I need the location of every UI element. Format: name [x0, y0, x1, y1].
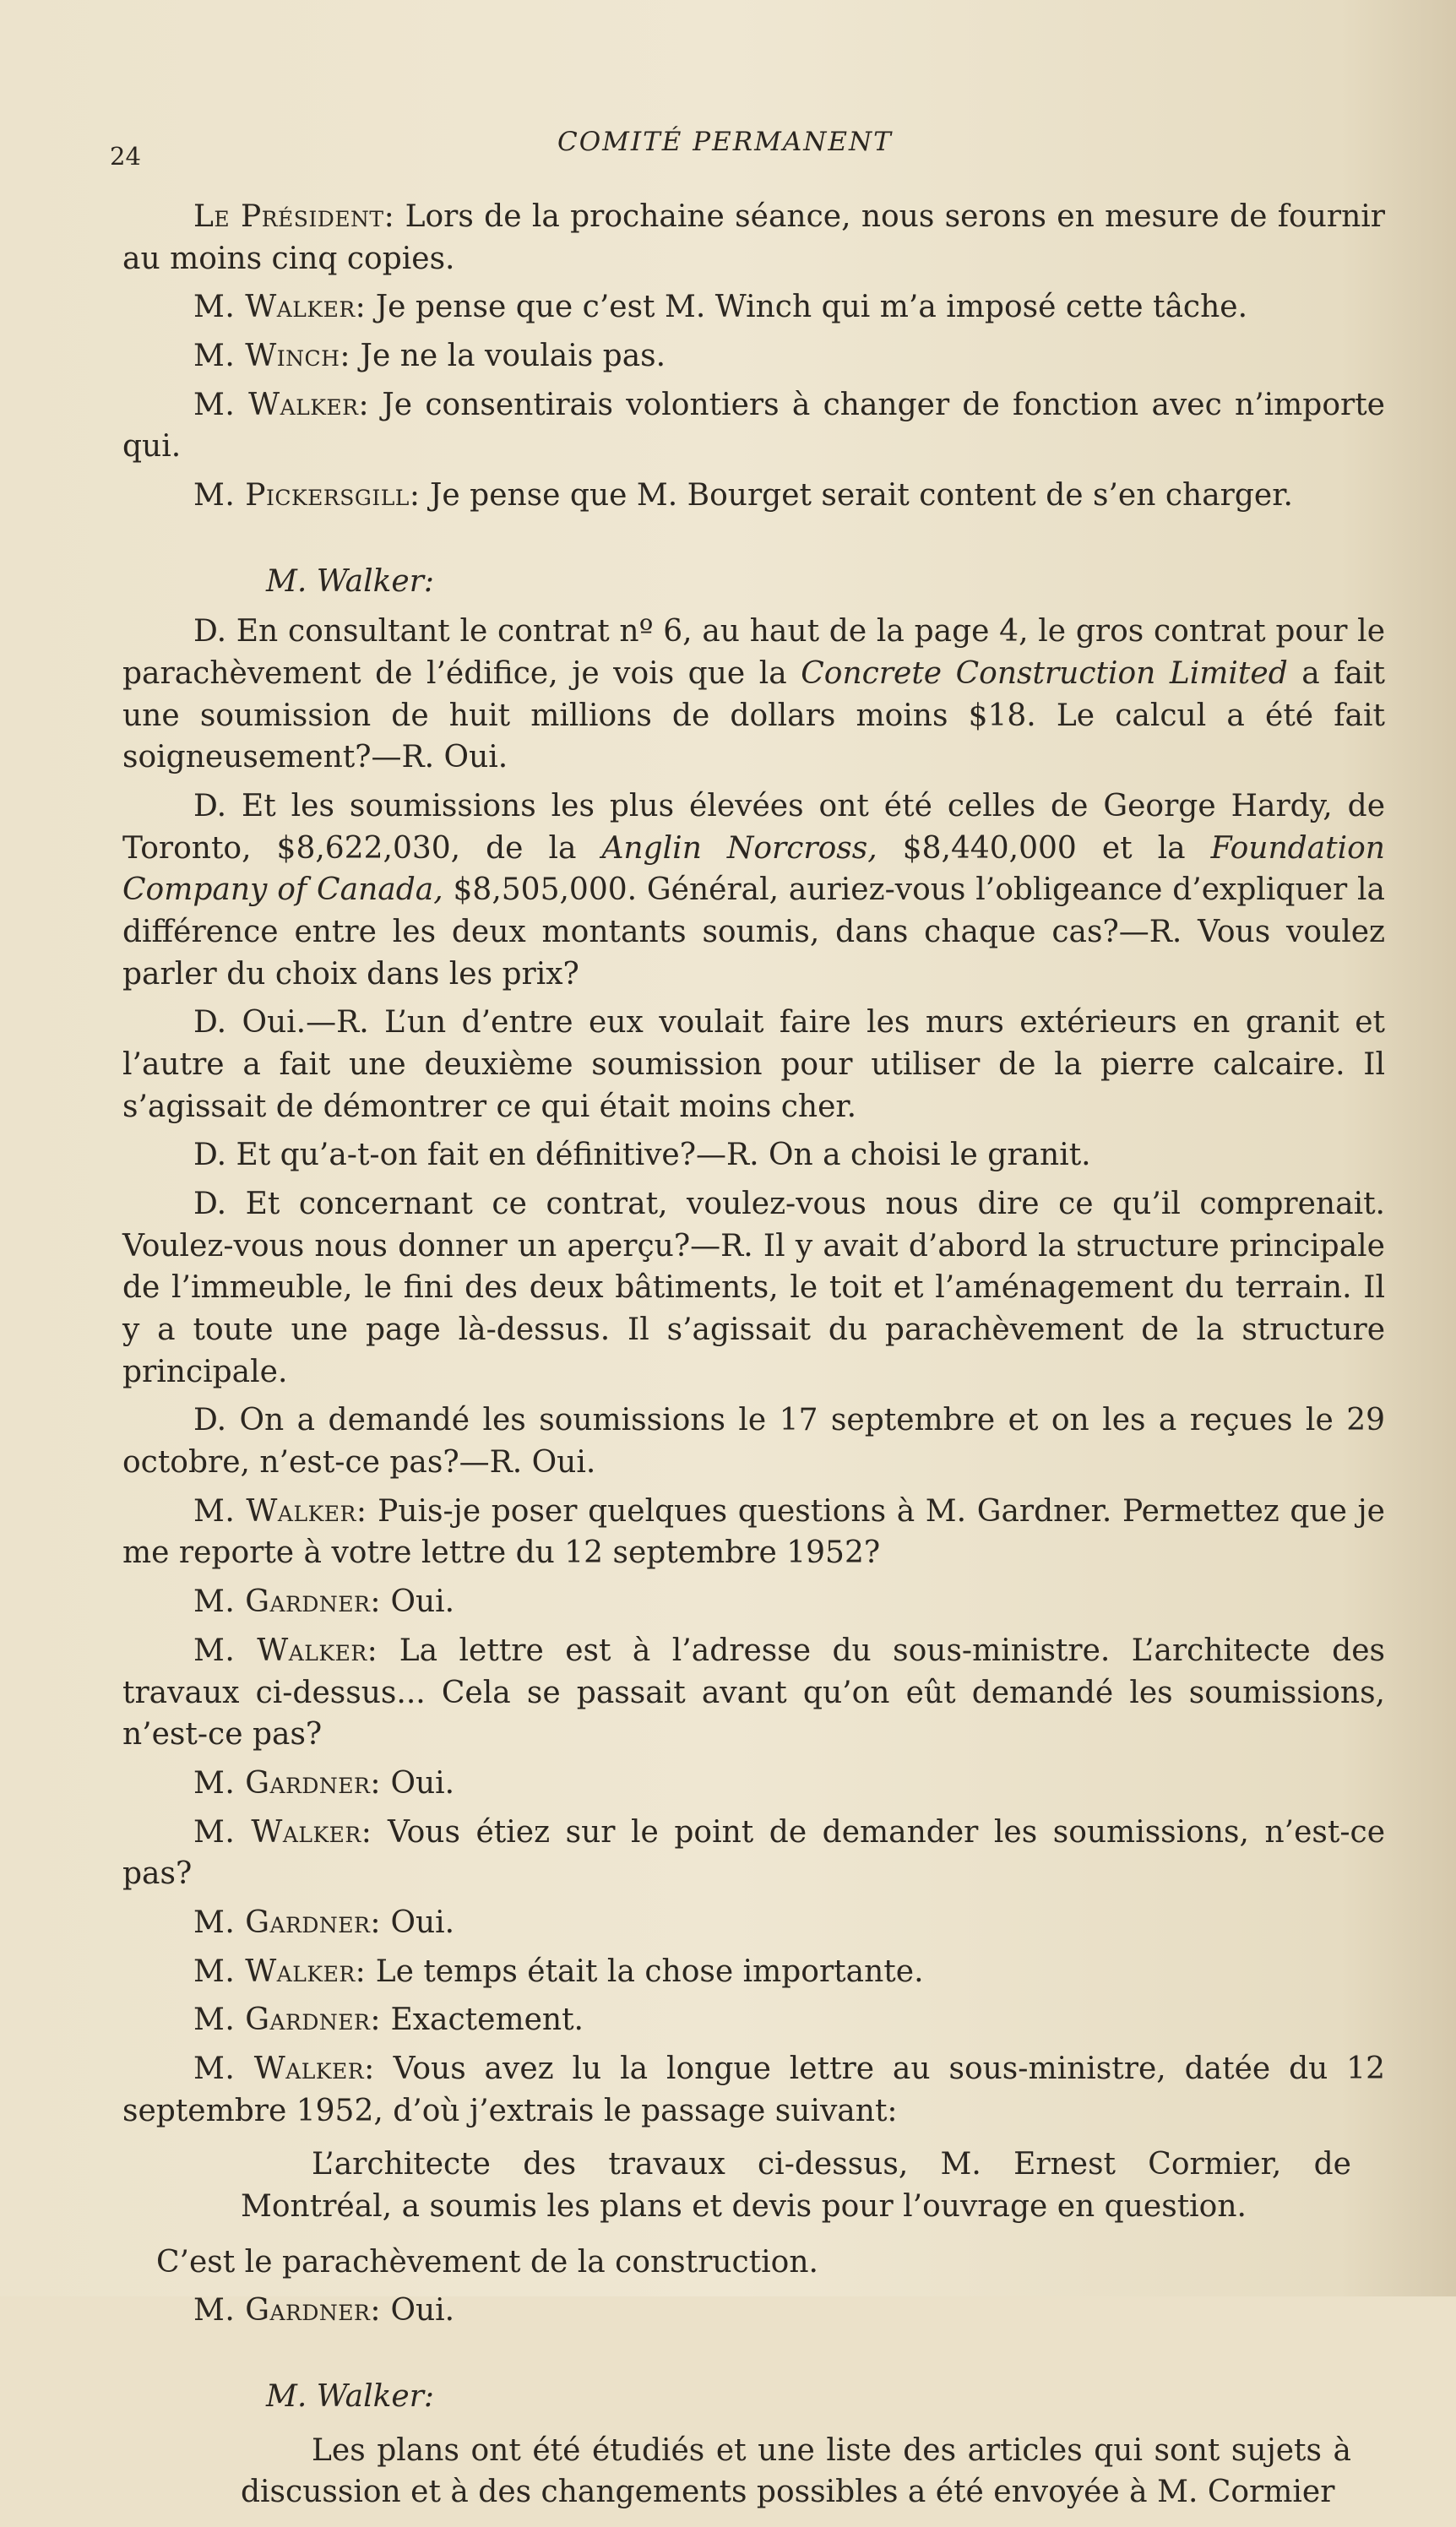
- page-number: 24: [110, 142, 141, 171]
- speaker-label: M. Pickersgill:: [193, 478, 421, 514]
- paragraph: [122, 2048, 1385, 2132]
- paragraph-text: Je consentirais volontiers à changer de fonction avec n’importe qui.: [122, 387, 1385, 465]
- qa-section-heading: M. Walker:: [266, 563, 435, 599]
- paragraph: [122, 1812, 1385, 1895]
- speaker-label: M. Gardner:: [193, 1584, 382, 1620]
- paragraph-text: Vous étiez sur le point de demander les soumissions, n’est-ce pas?: [122, 1814, 1385, 1892]
- page-header: [110, 127, 1372, 169]
- paragraph-text: D. En consultant le contrat nº 6, au haut de la page 4, le gros contrat pour le parachèvement de l’édifice, je vois que la: [122, 614, 1385, 692]
- paragraph-text: D. Et les soumissions les plus élevées ont été celles de George Hardy, de Toronto, $8,622,030, de la: [122, 789, 1385, 866]
- speaker-label: M. Walker:: [193, 2051, 375, 2086]
- paragraph: [122, 1999, 1385, 2041]
- paragraph-text: Oui.: [390, 1584, 455, 1620]
- company-name: Anglin Norcross,: [601, 830, 877, 866]
- question-answer: D. Et concernant ce contrat, voulez-vous nous dire ce qu’il comprenait. Voulez-vous nous donner un aperçu?—R. Il y avait d’abord la structure principale de l’immeuble, le fini des deux bâtiments, le toit et l’aménagement du terrain. Il y a toute une page là-dessus. Il s’agissait du parachèvement de la structure principale.: [122, 1187, 1385, 1389]
- paragraph-text: Je pense que c’est M. Winch qui m’a imposé cette tâche.: [375, 290, 1248, 325]
- speaker-label: M. Gardner:: [193, 2003, 382, 2038]
- paragraph: C’est le parachèvement de la construction.: [156, 2244, 818, 2280]
- paragraph: [122, 1951, 1385, 1993]
- paragraph-text: Exactement.: [390, 2003, 584, 2038]
- running-title: COMITÉ PERMANENT: [557, 127, 893, 157]
- question-answer: D. Oui.—R. L’un d’entre eux voulait faire les murs extérieurs en granit et l’autre a fait une deuxième soumission pour utiliser de la pierre calcaire. Il s’agissait de démontrer ce qui était moins cher.: [122, 1005, 1385, 1124]
- paragraph-text: Lors de la prochaine séance, nous serons en mesure de fournir au moins cinq copies.: [122, 199, 1386, 276]
- qa-section-heading: M. Walker:: [266, 2378, 435, 2414]
- paragraph: [122, 384, 1385, 468]
- paragraph: [122, 1630, 1385, 1756]
- speaker-label: M. Walker:: [193, 387, 370, 422]
- speaker-label: M. Walker:: [193, 1954, 367, 1989]
- paragraph: [122, 286, 1385, 329]
- paragraph-text: Le temps était la chose importante.: [375, 1954, 924, 1989]
- block-quote: Les plans ont été étudiés et une liste des articles qui sont sujets à discussion et à des changements possibles a été envoyée à M. Cormier: [241, 2432, 1351, 2510]
- speaker-label: M. Winch:: [193, 339, 351, 374]
- question-answer: D. Et qu’a-t-on fait en définitive?—R. On a choisi le granit.: [193, 1138, 1091, 1173]
- speaker-label: M. Walker:: [193, 1493, 367, 1529]
- paragraph: [122, 1763, 1385, 1805]
- company-name: Concrete Construction Limited: [801, 656, 1288, 692]
- paragraph: [122, 1902, 1385, 1944]
- paragraph-text: Je pense que M. Bourget serait content de s’en charger.: [429, 478, 1293, 514]
- paragraph-text: $8,440,000 et la: [877, 830, 1211, 866]
- paragraph-text: Puis-je poser quelques questions à M. Gardner. Permettez que je me reporte à votre lettre du 12 septembre 1952?: [122, 1493, 1385, 1571]
- speaker-label: M. Walker:: [193, 1633, 378, 1668]
- paragraph-text: Oui.: [390, 1905, 455, 1940]
- speaker-label: Le Président:: [193, 199, 395, 234]
- page-body: [122, 196, 1385, 2527]
- company-name: Foundation Company of Canada,: [122, 830, 1385, 908]
- speaker-label: M. Gardner:: [193, 2293, 382, 2329]
- paragraph-text: Je ne la voulais pas.: [360, 339, 666, 374]
- paragraph: [122, 196, 1385, 280]
- paragraph-text: Oui.: [390, 1765, 455, 1801]
- paragraph: [122, 1581, 1385, 1623]
- speaker-label: M. Walker:: [193, 290, 367, 325]
- question-answer: [122, 611, 1385, 779]
- block-quote: L’architecte des travaux ci-dessus, M. Ernest Cormier, de Montréal, a soumis les plans et devis pour l’ouvrage en question.: [241, 2147, 1351, 2224]
- paragraph-text: a fait une soumission de huit millions de dollars moins $18. Le calcul a été fait soigneusement?—R. Oui.: [122, 656, 1386, 775]
- question-answer: [122, 785, 1385, 995]
- paragraph: [122, 335, 1385, 378]
- question-answer: D. On a demandé les soumissions le 17 septembre et on les a reçues le 29 octobre, n’est-ce pas?—R. Oui.: [122, 1403, 1385, 1481]
- paragraph-text: Vous avez lu la longue lettre au sous-ministre, datée du 12 septembre 1952, d’où j’extrais le passage suivant:: [122, 2051, 1385, 2128]
- speaker-label: M. Walker:: [193, 1814, 372, 1850]
- paragraph-text: La lettre est à l’adresse du sous-ministre. L’architecte des travaux ci-dessus... Cela se passait avant qu’on eût demandé les soumissions, n’est-ce pas?: [122, 1633, 1385, 1753]
- paragraph: [122, 1491, 1385, 1574]
- paragraph-text: $8,505,000. Général, auriez-vous l’obligeance d’expliquer la différence entre les deux montants soumis, dans chaque cas?—R. Vous voulez parler du choix dans les prix?: [122, 872, 1385, 992]
- speaker-label: M. Gardner:: [193, 1765, 382, 1801]
- paragraph: [122, 475, 1385, 517]
- paragraph-text: Oui.: [390, 2293, 455, 2329]
- speaker-label: M. Gardner:: [193, 1905, 382, 1940]
